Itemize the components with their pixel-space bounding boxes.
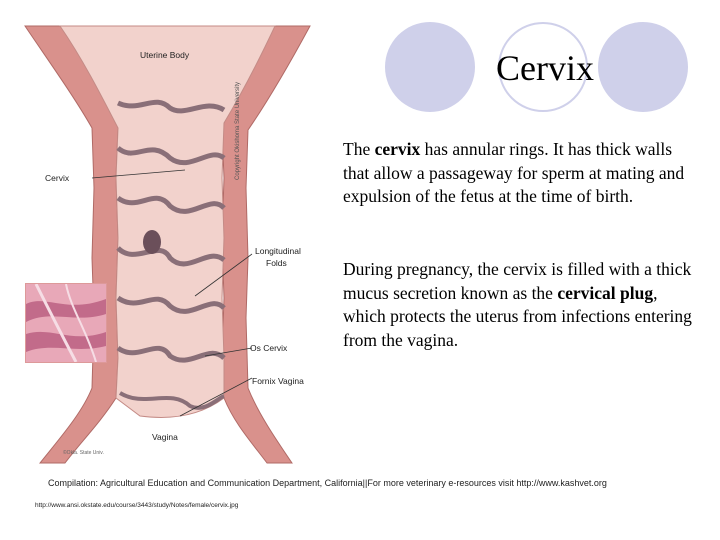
slide-title: Cervix bbox=[496, 48, 594, 88]
label-cervix: Cervix bbox=[45, 173, 70, 183]
bold-term-cervix: cervix bbox=[374, 139, 421, 159]
label-os-cervix: Os Cervix bbox=[250, 343, 288, 353]
label-uterine-body: Uterine Body bbox=[140, 50, 190, 60]
histology-inset bbox=[25, 283, 107, 363]
source-url: http://www.ansi.okstate.edu/course/3443/study/Notes/female/cervix.jpg bbox=[35, 502, 239, 509]
copyright-vertical-text: Copyright Okishoma State University bbox=[235, 81, 241, 180]
label-longitudinal-folds-line2: Folds bbox=[266, 258, 287, 268]
copyright-small-text: ©Okla. State Univ. bbox=[63, 450, 104, 456]
label-vagina: Vagina bbox=[152, 432, 178, 442]
paragraph-cervical-plug: During pregnancy, the cervix is filled with a thick mucus secretion known as the cervical plug, which protects the uterus from infections entering from the vagina. bbox=[343, 259, 692, 350]
paragraph-cervix-description: The cervix has annular rings. It has thick walls that allow a passageway for sperm at mating and expulsion of the fetus at the time of birth. bbox=[343, 139, 685, 206]
bold-term-cervical-plug: cervical plug bbox=[557, 282, 654, 303]
decor-circle-left bbox=[385, 22, 475, 112]
compilation-caption: Compilation: Agricultural Education and Communication Department, California||For more veterinary e-resources visit http://www.kashvet.org bbox=[48, 478, 607, 488]
label-longitudinal-folds-line1: Longitudinal bbox=[255, 246, 301, 256]
cervix-illustration bbox=[20, 18, 320, 466]
label-fornix-vagina: Fornix Vagina bbox=[252, 376, 304, 386]
cervix-diagram-svg bbox=[20, 18, 320, 466]
